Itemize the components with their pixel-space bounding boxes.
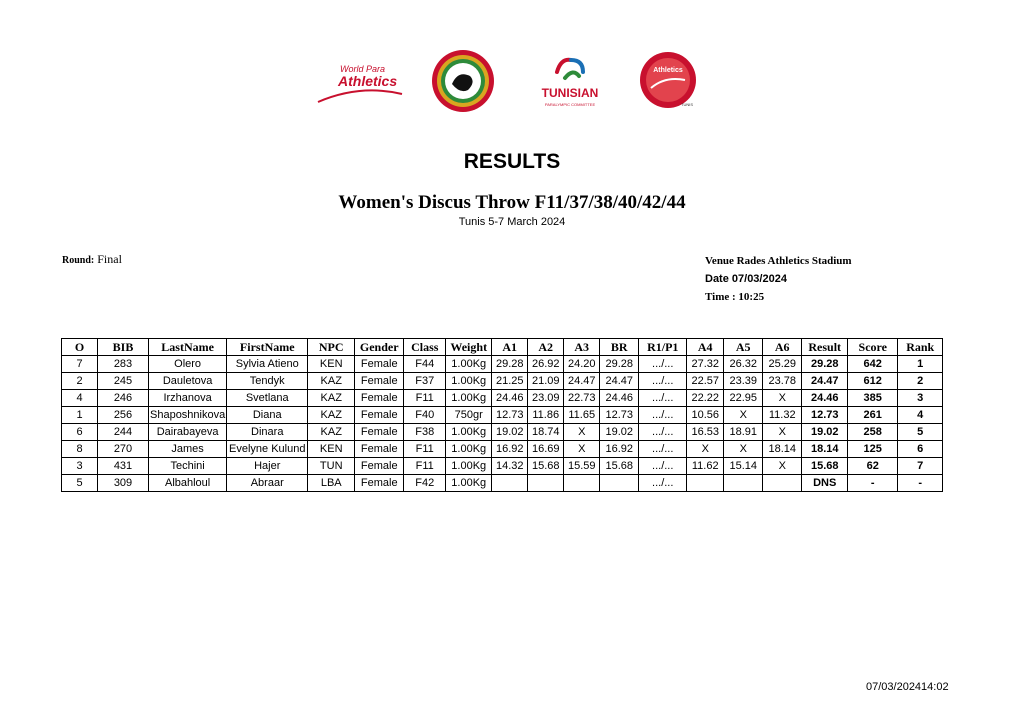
svg-text:Athletics: Athletics — [653, 67, 683, 74]
round-value: Final — [97, 252, 122, 266]
table-row — [62, 458, 943, 475]
world-para-athletics-logo — [310, 54, 410, 108]
table-cell: KEN — [308, 356, 355, 373]
results-table — [61, 338, 943, 492]
table-cell: 14.32 — [492, 458, 528, 475]
table-cell: Hajer — [227, 458, 308, 475]
table-cell: 29.28 — [492, 356, 528, 373]
column-header: A5 — [724, 339, 763, 356]
table-cell: X — [763, 424, 802, 441]
table-cell: 22.22 — [687, 390, 724, 407]
svg-text:TUNISIAN: TUNISIAN — [541, 86, 599, 100]
table-cell: Female — [355, 475, 404, 492]
table-cell: KAZ — [308, 373, 355, 390]
table-cell: Female — [355, 458, 404, 475]
event-time: Time : 10:25 — [705, 291, 765, 303]
table-row — [62, 475, 943, 492]
table-cell: 24.46 — [802, 390, 848, 407]
table-cell: 7 — [898, 458, 943, 475]
tunisian-paralympic-logo — [535, 50, 605, 112]
table-cell: X — [564, 424, 600, 441]
table-cell: Dairabayeva — [149, 424, 227, 441]
venue-name: Venue Rades Athletics Stadium — [705, 255, 852, 267]
svg-text:Athletics: Athletics — [338, 73, 398, 89]
table-cell: DNS — [802, 475, 848, 492]
column-header: A2 — [528, 339, 564, 356]
table-cell: Svetlana — [227, 390, 308, 407]
table-header-row — [62, 339, 943, 356]
table-cell: 24.20 — [564, 356, 600, 373]
table-cell: X — [724, 441, 763, 458]
table-cell: 750gr — [446, 407, 492, 424]
grand-prix-meeting-logo — [635, 50, 705, 112]
table-cell: 4 — [898, 407, 943, 424]
results-body — [62, 356, 943, 492]
table-cell: 11.86 — [528, 407, 564, 424]
table-cell: F40 — [404, 407, 446, 424]
print-timestamp: 07/03/202414:02 — [866, 681, 949, 693]
table-cell: LBA — [308, 475, 355, 492]
table-cell: 16.92 — [492, 441, 528, 458]
table-cell: 244 — [98, 424, 149, 441]
table-cell: 261 — [848, 407, 898, 424]
table-cell: X — [763, 458, 802, 475]
table-cell — [492, 475, 528, 492]
page-title: RESULTS — [463, 150, 561, 173]
column-header: A4 — [687, 339, 724, 356]
table-cell: 62 — [848, 458, 898, 475]
table-cell: Irzhanova — [149, 390, 227, 407]
table-cell: .../... — [639, 356, 687, 373]
round-label: Round: — [62, 255, 95, 266]
column-header: LastName — [149, 339, 227, 356]
table-cell: 5 — [898, 424, 943, 441]
svg-text:TUNIS: TUNIS — [681, 102, 693, 107]
table-cell: X — [763, 390, 802, 407]
table-cell: 19.02 — [492, 424, 528, 441]
column-header: NPC — [308, 339, 355, 356]
table-cell: 12.73 — [600, 407, 639, 424]
table-cell: Techini — [149, 458, 227, 475]
table-cell: 23.39 — [724, 373, 763, 390]
table-cell: Shaposhnikova — [149, 407, 227, 424]
table-cell: Sylvia Atieno — [227, 356, 308, 373]
table-cell: KAZ — [308, 424, 355, 441]
column-header: FirstName — [227, 339, 308, 356]
table-cell: Female — [355, 390, 404, 407]
table-cell: 29.28 — [802, 356, 848, 373]
table-cell: James — [149, 441, 227, 458]
table-cell: 1.00Kg — [446, 441, 492, 458]
table-cell: 21.25 — [492, 373, 528, 390]
table-cell: 22.57 — [687, 373, 724, 390]
column-header: Score — [848, 339, 898, 356]
table-cell: 283 — [98, 356, 149, 373]
table-cell: 385 — [848, 390, 898, 407]
column-header: R1/P1 — [639, 339, 687, 356]
column-header: A3 — [564, 339, 600, 356]
table-cell: 6 — [898, 441, 943, 458]
table-row — [62, 356, 943, 373]
table-cell: 25.29 — [763, 356, 802, 373]
table-cell: 1 — [62, 407, 98, 424]
table-cell: 1.00Kg — [446, 356, 492, 373]
column-header: Result — [802, 339, 848, 356]
table-row — [62, 407, 943, 424]
table-cell: 26.92 — [528, 356, 564, 373]
table-cell: - — [898, 475, 943, 492]
table-cell: X — [687, 441, 724, 458]
column-header: BIB — [98, 339, 149, 356]
column-header: Rank — [898, 339, 943, 356]
table-row — [62, 441, 943, 458]
table-cell: F11 — [404, 458, 446, 475]
table-cell: 2 — [898, 373, 943, 390]
table-cell: Olero — [149, 356, 227, 373]
table-cell: Abraar — [227, 475, 308, 492]
table-cell: KAZ — [308, 407, 355, 424]
table-cell — [600, 475, 639, 492]
table-cell: Female — [355, 424, 404, 441]
event-dates: Tunis 5-7 March 2024 — [458, 216, 566, 228]
table-cell: 1.00Kg — [446, 373, 492, 390]
table-cell: 18.74 — [528, 424, 564, 441]
table-cell: 5 — [62, 475, 98, 492]
column-header: Class — [404, 339, 446, 356]
logo-strip — [310, 48, 710, 114]
column-header: O — [62, 339, 98, 356]
table-cell: F42 — [404, 475, 446, 492]
table-cell: .../... — [639, 407, 687, 424]
table-cell: Tendyk — [227, 373, 308, 390]
table-cell: 258 — [848, 424, 898, 441]
table-cell: 256 — [98, 407, 149, 424]
table-cell: Female — [355, 373, 404, 390]
table-cell: 245 — [98, 373, 149, 390]
table-cell: 11.65 — [564, 407, 600, 424]
table-row — [62, 390, 943, 407]
table-cell: Female — [355, 356, 404, 373]
table-cell — [763, 475, 802, 492]
table-cell: 8 — [62, 441, 98, 458]
table-cell: .../... — [639, 390, 687, 407]
table-cell: KAZ — [308, 390, 355, 407]
table-cell: 18.91 — [724, 424, 763, 441]
table-cell: - — [848, 475, 898, 492]
table-row — [62, 424, 943, 441]
svg-text:World Para: World Para — [340, 64, 386, 74]
table-cell: 22.73 — [564, 390, 600, 407]
table-cell: F44 — [404, 356, 446, 373]
table-cell: 6 — [62, 424, 98, 441]
table-cell: Evelyne Kulund — [227, 441, 308, 458]
table-cell: 19.02 — [600, 424, 639, 441]
table-cell: 23.09 — [528, 390, 564, 407]
column-header: A6 — [763, 339, 802, 356]
table-cell: 3 — [62, 458, 98, 475]
table-cell: 21.09 — [528, 373, 564, 390]
table-cell: 24.47 — [564, 373, 600, 390]
table-cell: 3 — [898, 390, 943, 407]
column-header: Weight — [446, 339, 492, 356]
table-cell — [687, 475, 724, 492]
table-cell: 23.78 — [763, 373, 802, 390]
round-info — [62, 252, 122, 267]
table-cell: 18.14 — [802, 441, 848, 458]
table-cell: 18.14 — [763, 441, 802, 458]
table-cell: 7 — [62, 356, 98, 373]
table-cell: 2 — [62, 373, 98, 390]
table-cell: 27.32 — [687, 356, 724, 373]
table-cell: 10.56 — [687, 407, 724, 424]
table-cell: F38 — [404, 424, 446, 441]
table-cell: 1.00Kg — [446, 475, 492, 492]
table-cell: 16.92 — [600, 441, 639, 458]
table-cell: Albahloul — [149, 475, 227, 492]
table-cell: 16.69 — [528, 441, 564, 458]
table-cell: .../... — [639, 373, 687, 390]
table-cell: Female — [355, 441, 404, 458]
table-cell: 4 — [62, 390, 98, 407]
table-cell: 125 — [848, 441, 898, 458]
table-cell — [528, 475, 564, 492]
event-title: Women's Discus Throw F11/37/38/40/42/44 — [338, 192, 686, 213]
table-cell: 309 — [98, 475, 149, 492]
table-cell: Female — [355, 407, 404, 424]
table-cell: 431 — [98, 458, 149, 475]
table-cell: 16.53 — [687, 424, 724, 441]
table-cell: F11 — [404, 441, 446, 458]
table-cell: 11.32 — [763, 407, 802, 424]
table-cell: 29.28 — [600, 356, 639, 373]
table-cell: 26.32 — [724, 356, 763, 373]
table-cell: .../... — [639, 458, 687, 475]
table-cell: 642 — [848, 356, 898, 373]
table-cell: 1 — [898, 356, 943, 373]
table-cell: .../... — [639, 441, 687, 458]
table-cell: TUN — [308, 458, 355, 475]
table-cell: .../... — [639, 475, 687, 492]
table-cell: Diana — [227, 407, 308, 424]
table-cell: 24.47 — [802, 373, 848, 390]
table-cell: 15.68 — [528, 458, 564, 475]
table-cell: 12.73 — [802, 407, 848, 424]
table-cell: 15.68 — [802, 458, 848, 475]
table-cell: 12.73 — [492, 407, 528, 424]
table-cell: X — [724, 407, 763, 424]
table-cell: 22.95 — [724, 390, 763, 407]
event-date: Date 07/03/2024 — [705, 273, 787, 285]
table-cell: 15.59 — [564, 458, 600, 475]
table-cell: 246 — [98, 390, 149, 407]
table-cell: .../... — [639, 424, 687, 441]
column-header: Gender — [355, 339, 404, 356]
table-cell: F11 — [404, 390, 446, 407]
table-cell — [564, 475, 600, 492]
table-cell: 1.00Kg — [446, 390, 492, 407]
table-cell: 15.68 — [600, 458, 639, 475]
table-cell: 24.46 — [600, 390, 639, 407]
table-cell — [724, 475, 763, 492]
table-cell: X — [564, 441, 600, 458]
table-cell: 270 — [98, 441, 149, 458]
svg-text:PARALYMPIC COMMITTEE: PARALYMPIC COMMITTEE — [544, 102, 596, 107]
table-cell: Dinara — [227, 424, 308, 441]
table-cell: 1.00Kg — [446, 424, 492, 441]
table-cell: 11.62 — [687, 458, 724, 475]
table-cell: 612 — [848, 373, 898, 390]
table-cell: 24.47 — [600, 373, 639, 390]
federation-emblem-logo — [428, 48, 498, 114]
venue-info — [705, 252, 852, 306]
table-cell: KEN — [308, 441, 355, 458]
table-cell: 15.14 — [724, 458, 763, 475]
table-cell: Dauletova — [149, 373, 227, 390]
table-cell: 24.46 — [492, 390, 528, 407]
table-cell: 1.00Kg — [446, 458, 492, 475]
column-header: A1 — [492, 339, 528, 356]
table-row — [62, 373, 943, 390]
table-cell: F37 — [404, 373, 446, 390]
table-cell: 19.02 — [802, 424, 848, 441]
column-header: BR — [600, 339, 639, 356]
